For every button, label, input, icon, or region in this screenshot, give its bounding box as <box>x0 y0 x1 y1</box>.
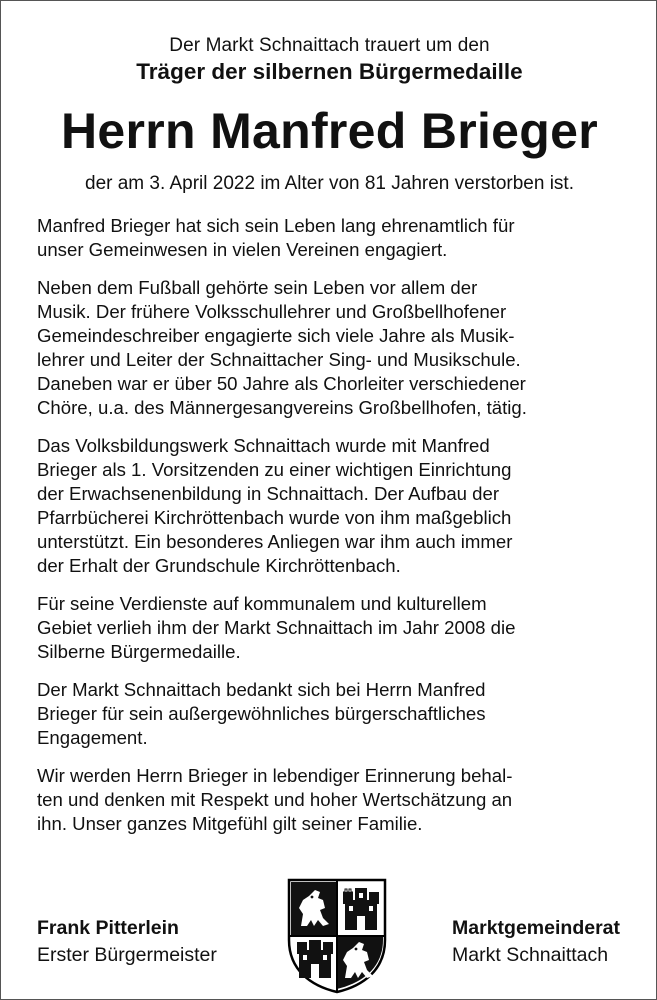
death-date-line: der am 3. April 2022 im Alter von 81 Jahren verstorben ist. <box>85 173 574 194</box>
paragraph: Für seine Verdienste auf kommunalem und kulturellem Gebiet verlieh ihm der Markt Schnaittach im Jahr 2008 die Silberne Bürgermedaille. <box>37 593 516 662</box>
header-honor-title: Träger der silbernen Bürgermedaille <box>136 59 523 84</box>
signer-title: Erster Bürgermeister <box>37 944 217 966</box>
signature-council <box>452 915 620 969</box>
paragraph: Manfred Brieger hat sich sein Leben lang ehrenamtlich für unser Gemeinwesen in vielen Vereinen engagiert. <box>37 215 515 260</box>
signer-name: Marktgemeinderat <box>452 917 620 939</box>
signer-name: Frank Pitterlein <box>37 917 179 939</box>
paragraph: Neben dem Fußball gehörte sein Leben vor allem der Musik. Der frühere Volksschullehrer und Großbellhofener Gemeindeschreiber engagierte sich viele Jahre als Musik- lehrer und Leiter der Schnaittacher Sing- und Musikschule. Daneben war er über 50 Jahre als Chorleiter verschiedener Chöre, u.a. des Männergesangvereins Großbellhofen, tätig. <box>37 277 527 418</box>
signer-title: Markt Schnaittach <box>452 944 609 966</box>
coat-of-arms-icon <box>287 878 387 994</box>
paragraph: Wir werden Herrn Brieger in lebendiger Erinnerung behal- ten und denken mit Respekt und hoher Wertschätzung an ihn. Unser ganzes Mitgefühl gilt seiner Familie. <box>37 765 513 834</box>
header-intro: Der Markt Schnaittach trauert um den <box>169 35 490 56</box>
paragraph: Das Volksbildungswerk Schnaittach wurde mit Manfred Brieger als 1. Vorsitzenden zu einer wichtigen Einrichtung der Erwachsenenbildung in Schnaittach. Der Aufbau der Pfarrbücherei Kirchröttenbach wurde von ihm maßgeblich unterstützt. Ein besonderes Anliegen war ihm auch immer der Erhalt der Grundschule Kirchröttenbach. <box>37 435 513 576</box>
obituary-body <box>37 214 627 850</box>
paragraph: Der Markt Schnaittach bedankt sich bei Herrn Manfred Brieger für sein außergewöhnliches bürgerschaftliches Engagement. <box>37 679 486 748</box>
signature-mayor <box>37 915 217 969</box>
deceased-name: Herrn Manfred Brieger <box>61 103 598 159</box>
